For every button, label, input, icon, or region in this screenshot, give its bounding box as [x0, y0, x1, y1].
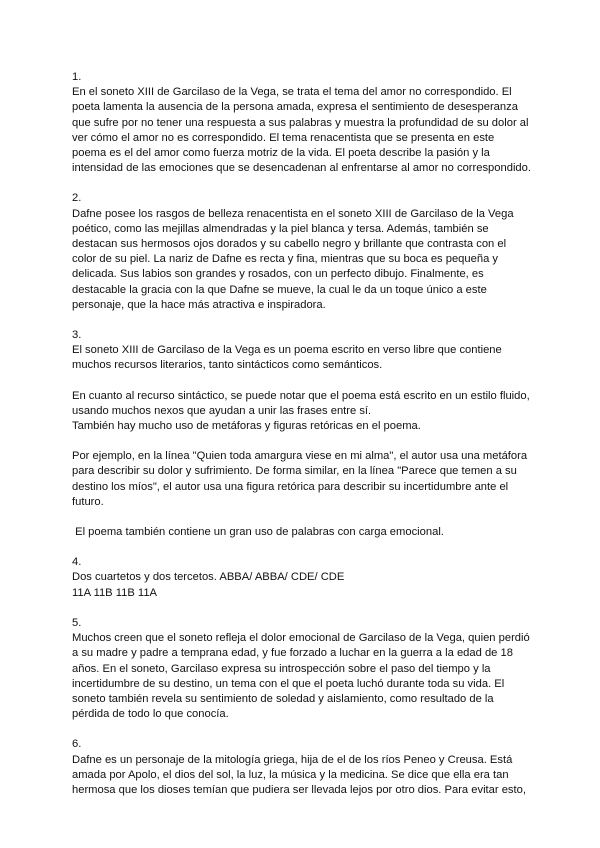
section-number: 6. [72, 738, 82, 751]
text-line: que sufre por no tener una respuesta a sus palabras y muestra la profundidad de su dolor al [72, 116, 529, 129]
section-1-paragraph [72, 85, 532, 176]
text-line: En cuanto al recurso sintáctico, se puede notar que el poema está escrito en un estilo fluido, [72, 389, 530, 402]
text-line: para describir su dolor y sufrimiento. De forma similar, en la línea "Parece que temen a su [72, 465, 517, 478]
text-line: años. En el soneto, Garcilaso expresa su introspección sobre el paso del tiempo y la [72, 662, 491, 675]
text-line: Dos cuartetos y dos tercetos. ABBA/ ABBA/ CDE/ CDE [72, 571, 345, 584]
section-5 [72, 616, 532, 722]
section-6-paragraph [72, 753, 532, 799]
text-line: futuro. [72, 495, 104, 508]
section-3-paragraph-4 [72, 525, 532, 540]
text-line: El poema también contiene un gran uso de palabras con carga emocional. [72, 526, 444, 539]
text-line: usando muchos nexos que ayudan a unir las frases entre sí. [72, 404, 372, 417]
text-line: incertidumbre de su destino, un tema con el que el poeta luchó durante toda su vida. El [72, 677, 505, 690]
section-4 [72, 555, 532, 601]
text-line: a su madre y padre a temprana edad, y fue forzado a luchar en la guerra a la edad de 18 [72, 647, 513, 660]
text-line: El soneto XIII de Garcilaso de la Vega es un poema escrito en verso libre que contiene [72, 344, 502, 357]
section-2 [72, 191, 532, 313]
section-3 [72, 328, 532, 540]
section-6 [72, 737, 532, 798]
section-4-paragraph [72, 570, 532, 600]
section-2-paragraph [72, 207, 532, 313]
section-1 [72, 70, 532, 176]
document-page [72, 70, 532, 813]
text-line: delicada. Sus labios son grandes y rosados, con un perfecto dibujo. Finalmente, es [72, 268, 484, 281]
section-number: 2. [72, 192, 82, 205]
text-line: destacable la gracia con la que Dafne se mueve, la cual le da un toque único a este [72, 283, 487, 296]
text-line: ver cómo el amor no es correspondido. El tema renacentista que se presenta en este [72, 131, 495, 144]
section-3-paragraph-2 [72, 389, 532, 435]
text-line: personaje, que la hace más atractiva e inspiradora. [72, 298, 326, 311]
section-5-paragraph [72, 631, 532, 722]
text-line: destacan sus hermosos ojos dorados y su cabello negro y brillante que contrasta con el [72, 238, 507, 251]
text-line: También hay mucho uso de metáforas y figuras retóricas en el poema. [72, 420, 421, 433]
text-line: pérdida de todo lo que conocía. [72, 708, 229, 721]
text-line: color de su piel. La nariz de Dafne es recta y fina, mientras que su boca es pequeña y [72, 253, 498, 266]
text-line: destino los míos", el autor usa una figura retórica para describir su incertidumbre ante el [72, 480, 509, 493]
text-line: Dafne posee los rasgos de belleza renacentista en el soneto XIII de Garcilaso de la Vega [72, 207, 514, 220]
text-line: intensidad de las emociones que se desencadenan al enfrentarse al amor no correspondido. [72, 162, 531, 175]
text-line: 11A 11B 11B 11A [72, 586, 158, 599]
section-number: 1. [72, 71, 82, 83]
text-line: Dafne es un personaje de la mitología griega, hija de el de los ríos Peneo y Creusa. Está [72, 753, 513, 766]
text-line: hermosa que los dioses temían que pudiera ser llevada lejos por otro dios. Para evitar esto, [72, 783, 526, 796]
text-line: muchos recursos literarios, tanto sintácticos como semánticos. [72, 359, 383, 372]
section-3-paragraph-1 [72, 343, 532, 373]
text-line: poema es el del amor como fuerza motriz de la vida. El poeta describe la pasión y la [72, 147, 490, 160]
text-line: En el soneto XIII de Garcilaso de la Vega, se trata el tema del amor no correspondido. El [72, 86, 512, 99]
text-line: Muchos creen que el soneto refleja el dolor emocional de Garcilaso de la Vega, quien perdió [72, 632, 530, 645]
section-number: 4. [72, 556, 82, 569]
section-3-paragraph-3 [72, 449, 532, 510]
text-line: soneto también revela su sentimiento de soledad y aislamiento, como resultado de la [72, 692, 494, 705]
section-number: 3. [72, 329, 82, 342]
text-line: poeta lamenta la ausencia de la persona amada, expresa el sentimiento de desesperanza [72, 101, 518, 114]
text-line: amada por Apolo, el dios del sol, la luz, la música y la medicina. Se dice que ella era tan [72, 768, 509, 781]
text-line: poético, como las mejillas almendradas y la piel blanca y tersa. Además, también se [72, 222, 489, 235]
section-number: 5. [72, 616, 82, 629]
text-line: Por ejemplo, en la línea "Quien toda amargura viese en mi alma", el autor usa una metáfora [72, 450, 528, 463]
